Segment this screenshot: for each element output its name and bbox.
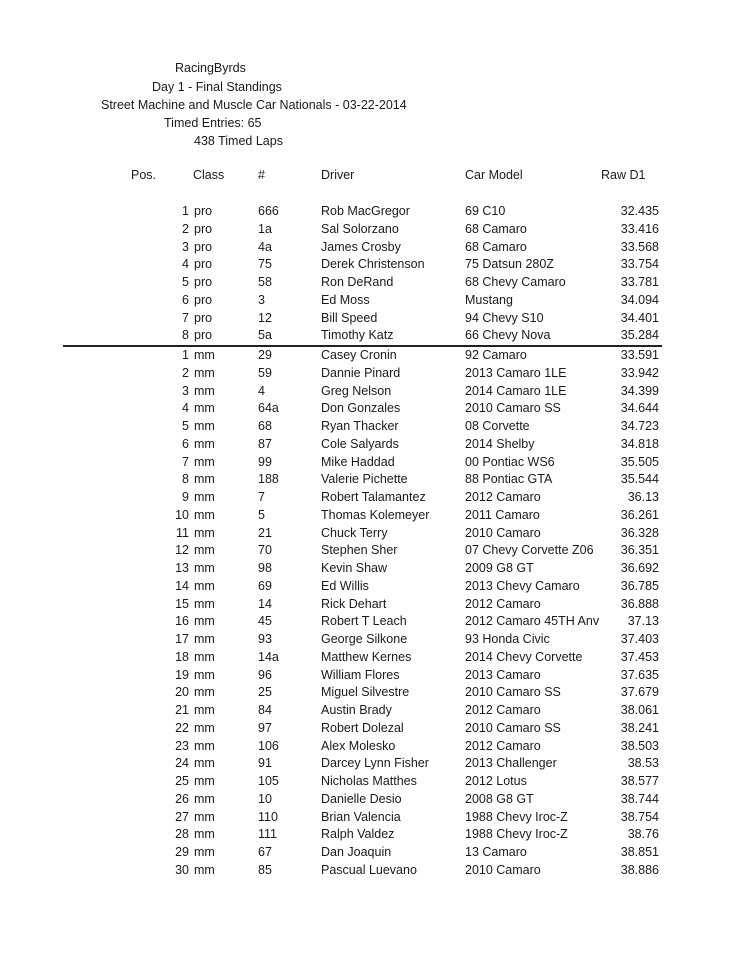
row-raw-time: 33.942 [620, 365, 659, 380]
row-class: mm [194, 419, 215, 433]
row-driver: Rick Dehart [321, 596, 387, 611]
mm-row [0, 684, 752, 702]
row-car-number: 5a [258, 328, 272, 343]
row-car-model: 2013 Challenger [465, 756, 557, 771]
row-class: mm [194, 738, 215, 753]
event-name: Street Machine and Muscle Car Nationals - 03-22-2014 [101, 98, 407, 112]
row-driver: Robert Talamantez [321, 490, 426, 504]
pro-row [0, 327, 752, 345]
column-headers [0, 168, 752, 186]
row-car-model: 94 Chevy S10 [465, 310, 544, 325]
row-driver: Kevin Shaw [321, 561, 388, 575]
row-class: pro [194, 310, 213, 325]
row-car-model: 2011 Camaro [465, 507, 540, 522]
row-position: 10 [175, 507, 189, 522]
row-driver: Danielle Desio [321, 791, 402, 806]
row-position: 23 [175, 738, 189, 753]
row-class: mm [194, 614, 215, 629]
row-raw-time: 37.453 [620, 649, 659, 664]
row-position: 7 [182, 454, 189, 469]
mm-row [0, 844, 752, 862]
row-car-number: 7 [258, 490, 265, 504]
row-raw-time: 38.53 [627, 756, 659, 771]
row-raw-time: 35.284 [620, 328, 659, 343]
row-car-number: 98 [258, 561, 272, 575]
row-car-number: 84 [258, 703, 272, 717]
row-driver: Timothy Katz [321, 328, 394, 343]
row-class: mm [194, 667, 215, 682]
mm-row [0, 489, 752, 507]
row-position: 29 [175, 845, 189, 859]
row-raw-time: 38.76 [627, 827, 659, 842]
row-car-number: 45 [258, 614, 272, 629]
mm-row [0, 862, 752, 880]
organizer-title: RacingByrds [175, 61, 246, 75]
row-car-number: 75 [258, 257, 272, 272]
row-class: mm [194, 401, 215, 416]
mm-row [0, 436, 752, 454]
row-car-number: 69 [258, 578, 272, 593]
row-position: 4 [182, 401, 189, 416]
row-raw-time: 34.399 [620, 383, 659, 398]
row-car-number: 87 [258, 436, 272, 451]
row-car-number: 10 [258, 791, 272, 806]
mm-row [0, 560, 752, 578]
row-position: 1 [182, 348, 189, 362]
row-car-model: 2010 Camaro SS [465, 720, 561, 735]
row-raw-time: 33.568 [620, 239, 659, 254]
mm-row [0, 631, 752, 649]
mm-row [0, 702, 752, 720]
header-class: Class [193, 168, 225, 182]
row-driver: Rob MacGregor [321, 204, 410, 218]
row-car-number: 666 [258, 204, 279, 218]
row-raw-time: 36.351 [620, 543, 659, 558]
row-position: 8 [182, 472, 189, 487]
row-position: 16 [175, 614, 189, 629]
row-raw-time: 33.781 [620, 275, 659, 289]
mm-row [0, 649, 752, 667]
row-class: mm [194, 845, 215, 859]
row-car-number: 12 [258, 310, 272, 325]
row-driver: James Crosby [321, 239, 401, 254]
row-car-model: 00 Pontiac WS6 [465, 454, 555, 469]
row-position: 4 [182, 257, 189, 272]
row-car-number: 97 [258, 720, 272, 735]
row-class: pro [194, 328, 213, 343]
pro-row [0, 239, 752, 257]
row-position: 5 [182, 275, 189, 289]
row-position: 11 [176, 525, 189, 540]
row-position: 15 [175, 596, 189, 611]
row-raw-time: 35.505 [620, 454, 659, 469]
row-class: pro [194, 292, 213, 307]
timed-laps: 438 Timed Laps [194, 134, 283, 148]
row-raw-time: 32.435 [620, 204, 659, 218]
row-raw-time: 34.644 [620, 401, 659, 416]
row-class: pro [194, 257, 213, 272]
row-class: mm [194, 809, 215, 824]
row-driver: Casey Cronin [321, 348, 397, 362]
row-position: 3 [182, 239, 189, 254]
pro-row [0, 221, 752, 239]
row-car-model: Mustang [465, 292, 513, 307]
row-raw-time: 36.692 [620, 561, 659, 575]
row-car-model: 2014 Camaro 1LE [465, 383, 567, 398]
row-position: 1 [182, 204, 189, 218]
row-class: pro [194, 275, 213, 289]
row-raw-time: 38.744 [620, 791, 659, 806]
row-driver: Bill Speed [321, 310, 378, 325]
row-car-model: 2013 Chevy Camaro [465, 578, 580, 593]
row-class: mm [194, 756, 215, 771]
row-driver: Greg Nelson [321, 383, 392, 398]
row-car-number: 68 [258, 419, 272, 433]
row-raw-time: 37.13 [627, 614, 659, 629]
row-driver: Darcey Lynn Fisher [321, 756, 429, 771]
row-car-number: 59 [258, 365, 272, 380]
row-position: 19 [175, 667, 189, 682]
row-raw-time: 37.635 [620, 667, 659, 682]
row-driver: Thomas Kolemeyer [321, 507, 430, 522]
row-car-model: 1988 Chevy Iroc-Z [465, 827, 568, 842]
row-car-number: 3 [258, 292, 265, 307]
row-position: 5 [182, 419, 189, 433]
row-driver: Chuck Terry [321, 525, 388, 540]
row-position: 9 [182, 490, 189, 504]
row-raw-time: 34.818 [620, 436, 659, 451]
row-position: 25 [175, 774, 189, 788]
row-driver: Miguel Silvestre [321, 685, 410, 700]
row-car-model: 2010 Camaro SS [465, 685, 561, 700]
mm-row [0, 826, 752, 844]
pro-row [0, 274, 752, 292]
row-car-number: 25 [258, 685, 272, 700]
row-car-number: 96 [258, 667, 272, 682]
row-raw-time: 33.591 [620, 348, 659, 362]
header-driver: Driver [321, 168, 355, 182]
row-car-model: 2010 Camaro [465, 525, 541, 540]
row-class: mm [194, 436, 215, 451]
row-raw-time: 38.061 [620, 703, 659, 717]
row-car-number: 70 [258, 543, 272, 558]
row-car-model: 2008 G8 GT [465, 791, 534, 806]
row-driver: Austin Brady [321, 703, 392, 717]
row-position: 3 [182, 383, 189, 398]
row-driver: Pascual Luevano [321, 862, 417, 877]
row-car-model: 66 Chevy Nova [465, 328, 551, 343]
row-position: 17 [175, 632, 189, 646]
row-raw-time: 36.328 [620, 525, 659, 540]
header-number: # [258, 168, 265, 182]
row-class: mm [194, 472, 215, 487]
row-car-number: 93 [258, 632, 272, 646]
row-car-model: 2012 Camaro [465, 738, 541, 753]
row-class: mm [194, 720, 215, 735]
row-driver: Ralph Valdez [321, 827, 395, 842]
row-raw-time: 36.261 [620, 507, 659, 522]
row-position: 13 [175, 561, 189, 575]
mm-row [0, 365, 752, 383]
row-raw-time: 34.723 [620, 419, 659, 433]
row-class: mm [194, 685, 215, 700]
row-raw-time: 37.403 [620, 632, 659, 646]
row-car-model: 2014 Chevy Corvette [465, 649, 583, 664]
row-car-model: 2013 Camaro [465, 667, 541, 682]
mm-row [0, 720, 752, 738]
row-car-model: 2012 Camaro [465, 490, 541, 504]
row-car-number: 14 [258, 596, 272, 611]
pro-row [0, 310, 752, 328]
row-class: mm [194, 578, 215, 593]
row-class: pro [194, 221, 213, 236]
row-car-model: 2012 Camaro [465, 703, 541, 717]
row-class: mm [194, 703, 215, 717]
row-driver: Dan Joaquin [321, 845, 392, 859]
mm-row [0, 454, 752, 472]
row-position: 2 [182, 365, 189, 380]
row-driver: Sal Solorzano [321, 221, 399, 236]
row-car-model: 2013 Camaro 1LE [465, 365, 567, 380]
row-car-number: 106 [258, 738, 279, 753]
mm-row [0, 578, 752, 596]
row-driver: Brian Valencia [321, 809, 401, 824]
row-class: mm [194, 490, 215, 504]
row-car-number: 105 [258, 774, 279, 788]
row-position: 14 [175, 578, 189, 593]
row-car-number: 188 [258, 472, 279, 487]
row-driver: William Flores [321, 667, 400, 682]
row-position: 26 [175, 791, 189, 806]
mm-row [0, 791, 752, 809]
row-car-model: 2014 Shelby [465, 436, 535, 451]
row-driver: Cole Salyards [321, 436, 399, 451]
row-driver: Robert Dolezal [321, 720, 404, 735]
row-position: 20 [175, 685, 189, 700]
row-raw-time: 38.241 [620, 720, 659, 735]
row-position: 7 [182, 310, 189, 325]
mm-row [0, 596, 752, 614]
header-car-model: Car Model [465, 168, 523, 182]
row-driver: Stephen Sher [321, 543, 398, 558]
row-driver: Valerie Pichette [321, 472, 408, 487]
pro-row [0, 256, 752, 274]
row-class: mm [194, 632, 215, 646]
row-car-model: 13 Camaro [465, 845, 527, 859]
row-car-model: 1988 Chevy Iroc-Z [465, 809, 568, 824]
row-class: mm [194, 365, 215, 380]
mm-row [0, 525, 752, 543]
row-car-number: 58 [258, 275, 272, 289]
row-driver: George Silkone [321, 632, 408, 646]
row-raw-time: 36.13 [627, 490, 659, 504]
row-raw-time: 38.577 [620, 774, 659, 788]
mm-row [0, 507, 752, 525]
row-position: 22 [175, 720, 189, 735]
row-car-number: 85 [258, 862, 272, 877]
row-car-model: 88 Pontiac GTA [465, 472, 553, 487]
row-car-number: 29 [258, 348, 272, 362]
row-car-number: 5 [258, 507, 265, 522]
row-position: 6 [182, 436, 189, 451]
row-raw-time: 36.785 [620, 578, 659, 593]
mm-row [0, 347, 752, 365]
row-driver: Dannie Pinard [321, 365, 401, 380]
row-class: mm [194, 561, 215, 575]
row-car-number: 111 [258, 827, 278, 842]
row-raw-time: 33.754 [620, 257, 659, 272]
row-class: mm [194, 507, 215, 522]
row-car-model: 93 Honda Civic [465, 632, 550, 646]
row-raw-time: 33.416 [620, 221, 659, 236]
row-driver: Derek Christenson [321, 257, 425, 272]
row-position: 12 [175, 543, 189, 558]
mm-row [0, 383, 752, 401]
row-car-model: 2010 Camaro [465, 862, 541, 877]
row-position: 27 [175, 809, 189, 824]
row-position: 28 [175, 827, 189, 842]
mm-row [0, 542, 752, 560]
row-class: mm [194, 827, 215, 842]
row-car-model: 69 C10 [465, 204, 506, 218]
row-class: mm [194, 774, 215, 788]
row-car-number: 67 [258, 845, 272, 859]
row-driver: Don Gonzales [321, 401, 401, 416]
mm-row [0, 773, 752, 791]
mm-row [0, 738, 752, 756]
row-class: mm [194, 348, 215, 362]
row-position: 24 [175, 756, 189, 771]
standings-subtitle: Day 1 - Final Standings [152, 80, 282, 94]
mm-row [0, 471, 752, 489]
row-raw-time: 38.886 [620, 862, 659, 877]
pro-row [0, 292, 752, 310]
row-car-number: 4 [258, 383, 265, 398]
row-car-model: 07 Chevy Corvette Z06 [465, 543, 594, 558]
timed-entries: Timed Entries: 65 [164, 116, 262, 130]
row-class: pro [194, 239, 213, 254]
row-raw-time: 34.094 [620, 292, 659, 307]
mm-row [0, 400, 752, 418]
row-car-model: 68 Chevy Camaro [465, 275, 566, 289]
mm-row [0, 418, 752, 436]
mm-row [0, 667, 752, 685]
row-class: mm [194, 525, 215, 540]
row-class: mm [194, 383, 215, 398]
row-position: 8 [182, 328, 189, 343]
row-car-number: 91 [258, 756, 272, 771]
row-driver: Robert T Leach [321, 614, 407, 629]
mm-row [0, 613, 752, 631]
row-driver: Ron DeRand [321, 275, 394, 289]
results-table [0, 203, 752, 880]
row-class: mm [194, 454, 215, 469]
row-car-model: 92 Camaro [465, 348, 527, 362]
row-raw-time: 38.503 [620, 738, 659, 753]
row-car-model: 75 Datsun 280Z [465, 257, 554, 272]
row-position: 18 [175, 649, 189, 664]
row-position: 6 [182, 292, 189, 307]
row-driver: Nicholas Matthes [321, 774, 417, 788]
row-car-number: 4a [258, 239, 272, 254]
row-car-number: 110 [258, 809, 278, 824]
row-raw-time: 34.401 [620, 310, 659, 325]
row-driver: Ryan Thacker [321, 419, 399, 433]
header-pos: Pos. [131, 168, 157, 182]
row-car-model: 2012 Camaro [465, 596, 541, 611]
row-driver: Ed Willis [321, 578, 369, 593]
row-car-number: 21 [258, 525, 272, 540]
row-class: mm [194, 862, 215, 877]
row-driver: Ed Moss [321, 292, 370, 307]
mm-row [0, 755, 752, 773]
row-raw-time: 38.851 [620, 845, 659, 859]
row-car-number: 64a [258, 401, 279, 416]
row-car-model: 2012 Camaro 45TH Anv [465, 614, 600, 629]
row-class: mm [194, 649, 215, 664]
row-raw-time: 38.754 [620, 809, 659, 824]
row-raw-time: 35.544 [620, 472, 659, 487]
mm-row [0, 809, 752, 827]
row-driver: Matthew Kernes [321, 649, 412, 664]
row-car-model: 2010 Camaro SS [465, 401, 561, 416]
row-car-model: 08 Corvette [465, 419, 530, 433]
row-car-model: 68 Camaro [465, 221, 527, 236]
pro-row [0, 203, 752, 221]
row-car-model: 68 Camaro [465, 239, 527, 254]
row-position: 30 [175, 862, 189, 877]
row-position: 2 [182, 221, 189, 236]
row-class: pro [194, 204, 213, 218]
row-driver: Alex Molesko [321, 738, 396, 753]
row-car-number: 1a [258, 221, 272, 236]
row-raw-time: 37.679 [620, 685, 659, 700]
header-raw-d1: Raw D1 [601, 168, 646, 182]
row-driver: Mike Haddad [321, 454, 395, 469]
row-raw-time: 36.888 [620, 596, 659, 611]
row-car-number: 99 [258, 454, 272, 469]
row-car-model: 2009 G8 GT [465, 561, 534, 575]
row-position: 21 [175, 703, 189, 717]
row-car-model: 2012 Lotus [465, 774, 527, 788]
row-class: mm [194, 596, 215, 611]
row-car-number: 14a [258, 649, 279, 664]
row-class: mm [194, 543, 215, 558]
row-class: mm [194, 791, 215, 806]
